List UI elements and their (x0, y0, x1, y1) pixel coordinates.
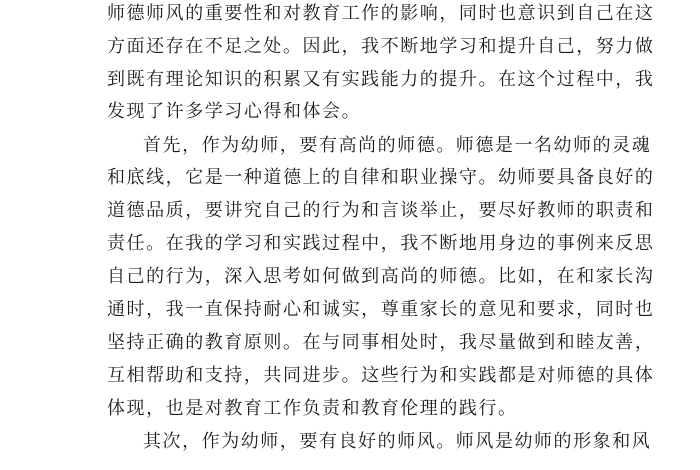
text-line: 发现了许多学习心得和体会。 (107, 101, 362, 122)
text-line: 互相帮助和支持，共同进步。这些行为和实践都是对师德的具体 (107, 365, 655, 386)
text-line: 自己的行为，深入思考如何做到高尚的师德。比如，在和家长沟 (107, 266, 655, 287)
text-line: 责任。在我的学习和实践过程中，我不断地用身边的事例来反思 (107, 233, 655, 254)
text-line: 道德品质，要讲究自己的行为和言谈举止，要尽好教师的职责和 (107, 200, 655, 221)
text-line: 体现，也是对教育工作负责和教育伦理的践行。 (107, 398, 518, 419)
paragraph-first-line: 首先，作为幼师，要有高尚的师德。师德是一名幼师的灵魂 (143, 135, 652, 156)
text-line: 坚持正确的教育原则。在与同事相处时，我尽量做到和睦友善， (107, 332, 655, 353)
text-line: 到既有理论知识的积累又有实践能力的提升。在这个过程中，我 (107, 69, 655, 90)
text-line: 师德师风的重要性和对教育工作的影响，同时也意识到自己在这 (107, 3, 655, 24)
text-line: 方面还存在不足之处。因此，我不断地学习和提升自己，努力做 (107, 36, 655, 57)
text-line: 和底线，它是一种道德上的自律和职业操守。幼师要具备良好的 (107, 167, 655, 188)
paragraph-first-line: 其次，作为幼师，要有良好的师风。师风是幼师的形象和风 (143, 431, 652, 452)
text-line: 通时，我一直保持耐心和诚实，尊重家长的意见和要求，同时也 (107, 299, 655, 320)
